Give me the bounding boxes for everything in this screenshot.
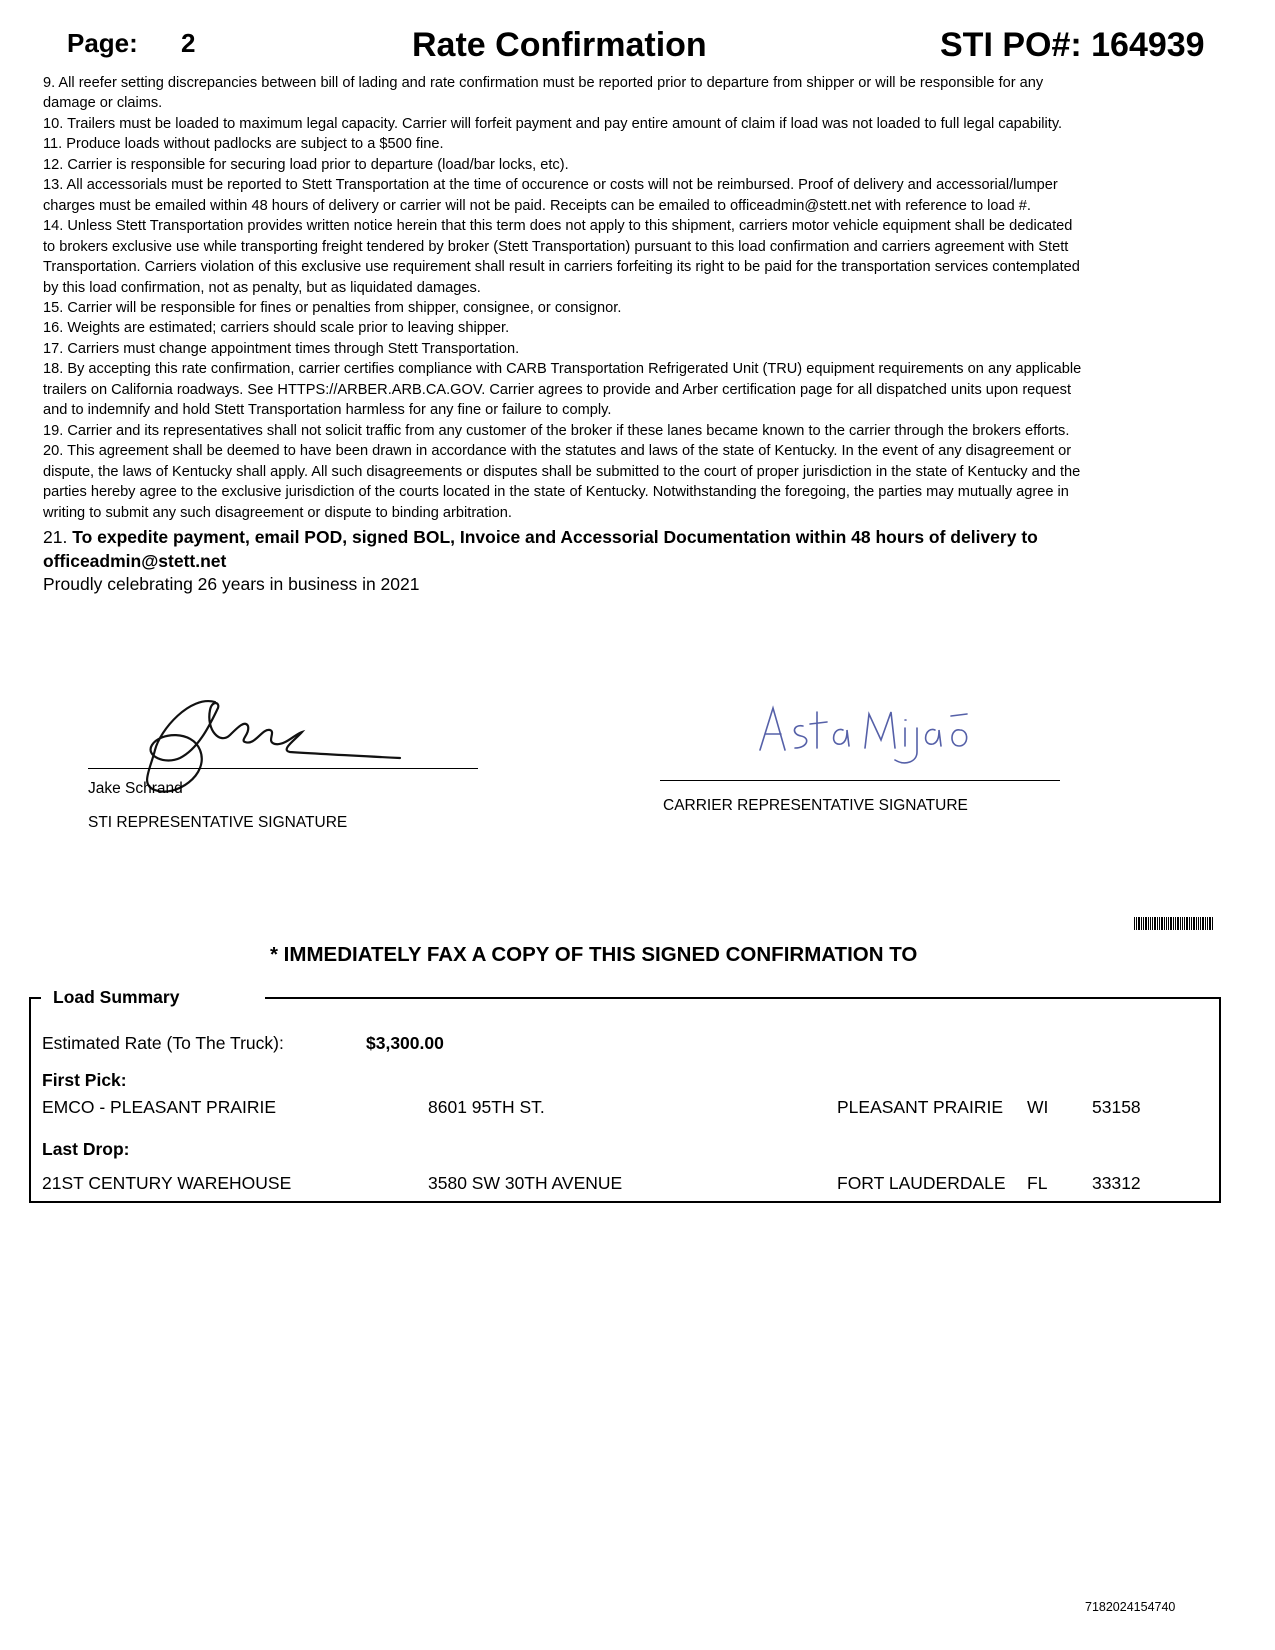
last-drop-zip: 33312 [1092,1173,1141,1193]
page-number: 2 [181,28,196,58]
terms-list [43,73,1083,595]
carrier-signature-label: CARRIER REPRESENTATIVE SIGNATURE [663,797,968,814]
barcode-image [1134,917,1214,930]
term-10: 10. Trailers must be loaded to maximum legal capacity. Carrier will forfeit payment and pay entire amount of claim if load was not loaded to full legal capability. [43,115,1063,132]
term-9: 9. All reefer setting discrepancies between bill of lading and rate confirmation must be reported prior to departure from shipper or will be responsible for any damage or claims. [43,75,1044,112]
term-20: 20. This agreement shall be deemed to have been drawn in accordance with the statutes and laws of the state of Kentucky. In the event of any disagreement or dispute, the laws of Kentucky shall apply. All such disagreements or disputes shall be submitted to the court of proper jurisdiction in the state of Kentucky and the parties hereby agree to the exclusive jurisdiction of the courts located in the state of Kentucky. Notwithstanding the foregoing, the parties may mutually agree in writing to submit any such disagreement or dispute to binding arbitration. [43,443,1081,521]
first-pick-city: PLEASANT PRAIRIE [837,1097,1003,1117]
fax-notice: * IMMEDIATELY FAX A COPY OF THIS SIGNED CONFIRMATION TO [270,943,918,966]
term-17: 17. Carriers must change appointment times through Stett Transportation. [43,340,520,357]
last-drop-name: 21ST CENTURY WAREHOUSE [42,1173,292,1193]
term-21 [43,525,1083,573]
term-13: 13. All accessorials must be reported to Stett Transportation at the time of occurence or costs will not be reimbursed. Proof of delivery and accessorial/lumper charges must be emailed within 48 hours of delivery or carrier will not be paid. Receipts can be emailed to officeadmin@stett.net with reference to load #. [43,177,1058,214]
term-11: 11. Produce loads without padlocks are subject to a $500 fine. [43,136,444,153]
load-summary-title: Load Summary [53,987,180,1007]
carrier-signature-image [755,700,975,770]
first-pick-zip: 53158 [1092,1097,1141,1117]
sti-signature-line [88,768,478,769]
term-16: 16. Weights are estimated; carriers should scale prior to leaving shipper. [43,320,510,337]
sti-signature-label: STI REPRESENTATIVE SIGNATURE [88,814,348,831]
term-21-number: 21. [43,526,68,547]
first-pick-label: First Pick: [42,1070,127,1090]
celebration-note: Proudly celebrating 26 years in business in 2021 [43,573,420,594]
first-pick-name: EMCO - PLEASANT PRAIRIE [42,1097,277,1117]
sti-rep-name: Jake Schrand [88,780,183,797]
carrier-signature-line [660,780,1060,781]
last-drop-city: FORT LAUDERDALE [837,1173,1006,1193]
last-drop-address: 3580 SW 30TH AVENUE [428,1173,623,1193]
term-19: 19. Carrier and its representatives shall not solicit traffic from any customer of the broker if these lanes became known to the carrier through the brokers efforts. [43,422,1070,439]
last-drop-state: FL [1027,1173,1048,1193]
rate-label: Estimated Rate (To The Truck): [42,1033,284,1053]
first-pick-address: 8601 95TH ST. [428,1097,545,1117]
term-18: 18. By accepting this rate confirmation, carrier certifies compliance with CARB Transportation Refrigerated Unit (TRU) equipment requirements on any applicable trailers on California roadways. See HTTPS://ARBER.ARB.CA.GOV. Carrier agrees to provide and Arber certification page for all dispatched units upon request and to indemnify and hold Stett Transportation harmless for any fine or failure to comply. [43,361,1082,419]
last-drop-label: Last Drop: [42,1139,130,1159]
term-14: 14. Unless Stett Transportation provides written notice herein that this term does not apply to this shipment, carriers motor vehicle equipment shall be dedicated to brokers exclusive use while transporting freight tendered by broker (Stett Transportation) pursuant to this load confirmation and carriers agreement with Stett Transportation. Carriers violation of this exclusive use requirement shall result in carriers forfeiting its right to be paid for the transportation services contemplated by this load confirmation, not as penalty, but as liquidated damages. [43,218,1080,296]
page-label: Page: [67,28,138,58]
page-title: Rate Confirmation [412,26,707,64]
first-pick-state: WI [1027,1097,1049,1117]
po-number: STI PO#: 164939 [940,26,1205,64]
term-21-text: To expedite payment, email POD, signed BOL, Invoice and Accessorial Documentation within 48 hours of delivery to officeadmin@stett.net [43,526,1038,571]
rate-value: $3,300.00 [366,1033,444,1053]
term-15: 15. Carrier will be responsible for fines or penalties from shipper, consignee, or consignor. [43,299,622,316]
document-id: 7182024154740 [1085,1600,1176,1614]
term-12: 12. Carrier is responsible for securing load prior to departure (load/bar locks, etc). [43,156,569,173]
